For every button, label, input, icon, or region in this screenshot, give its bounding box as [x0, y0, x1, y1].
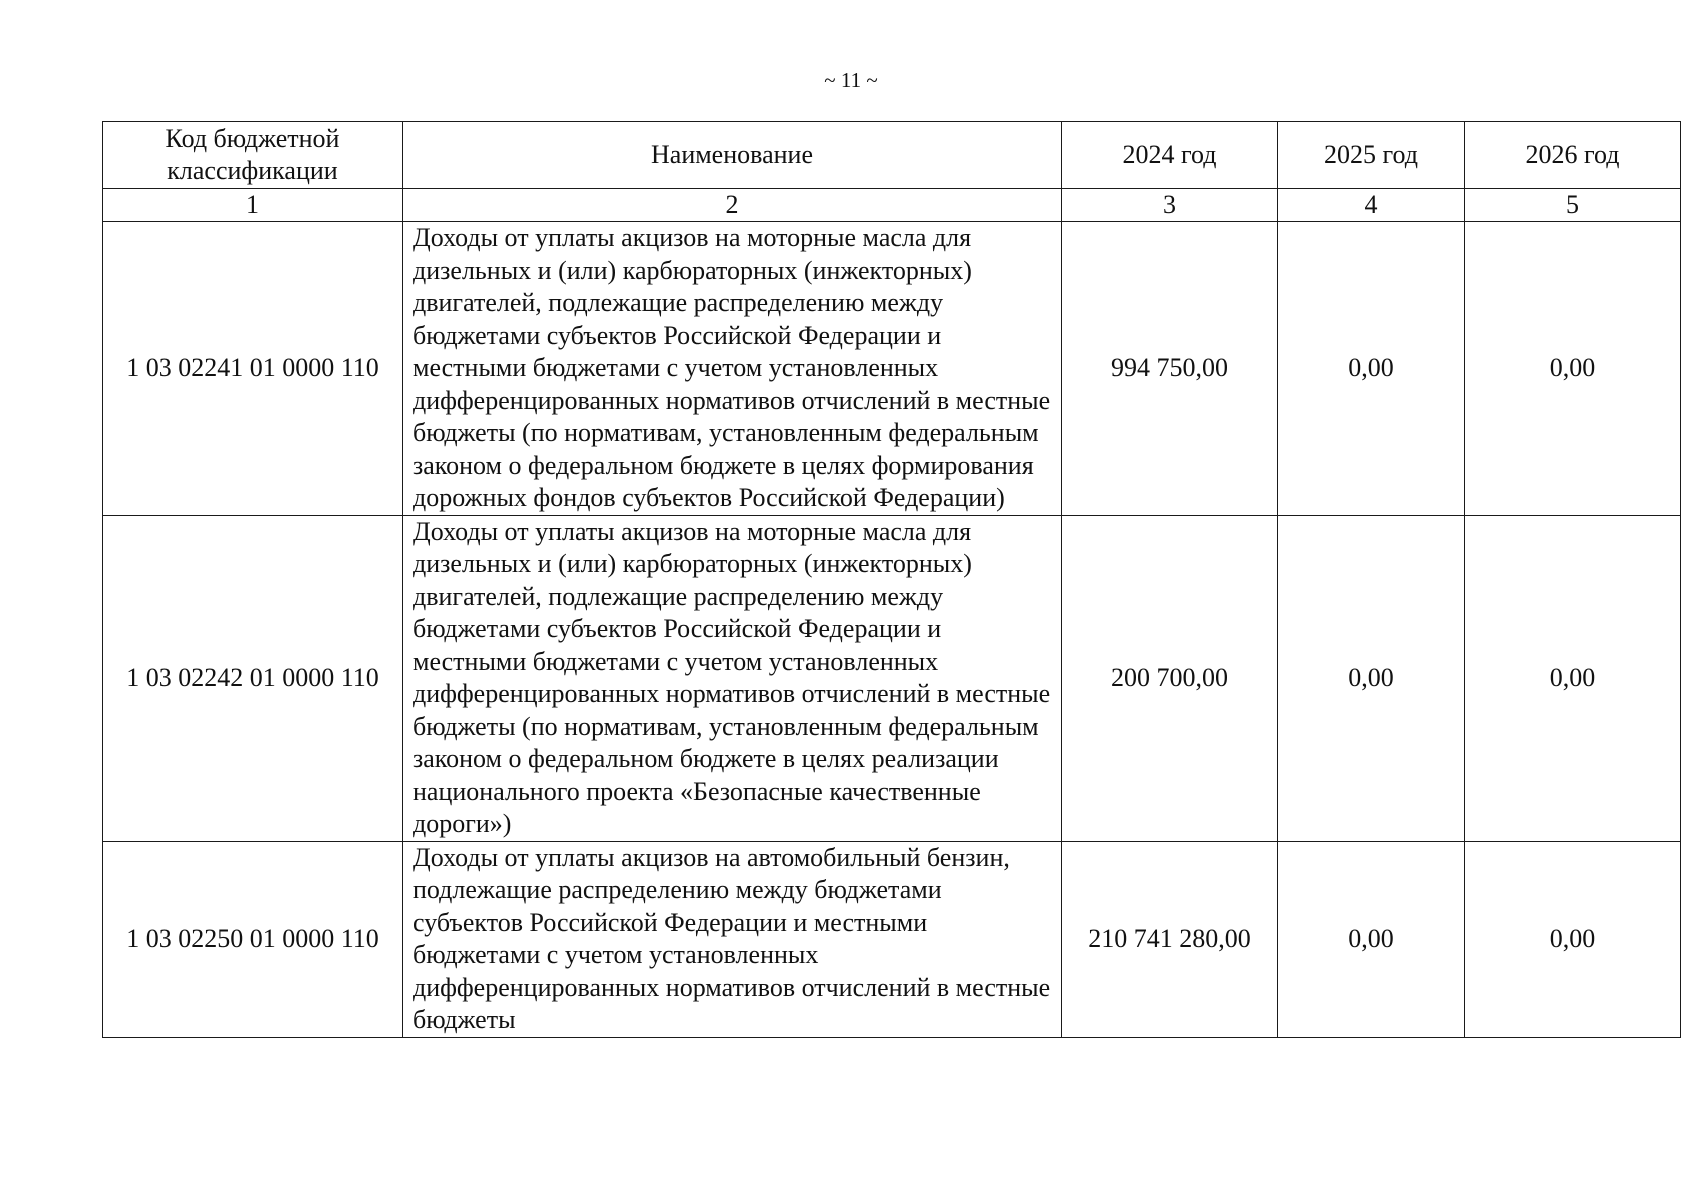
- amount-2026: 0,00: [1465, 222, 1681, 516]
- column-number: 4: [1278, 189, 1465, 222]
- amount-2025: 0,00: [1278, 515, 1465, 841]
- budget-code: 1 03 02250 01 0000 110: [103, 841, 403, 1037]
- budget-code: 1 03 02242 01 0000 110: [103, 515, 403, 841]
- page-number: ~ 11 ~: [824, 68, 878, 92]
- column-number-row: [103, 189, 1681, 222]
- header-name: Наименование: [403, 122, 1062, 189]
- income-name: Доходы от уплаты акцизов на моторные масла для дизельных и (или) карбюраторных (инжекторных) двигателей, подлежащие распределению между бюджетами субъектов Российской Федерации и местными бюджетами с учетом установленных дифференцированных нормативов отчислений в местные бюджеты (по нормативам, установленным федеральным законом о федеральном бюджете в целях формирования дорожных фондов субъектов Российской Федерации): [403, 222, 1062, 516]
- budget-income-table: [102, 121, 1681, 1038]
- column-number: 2: [403, 189, 1062, 222]
- header-year-2025: 2025 год: [1278, 122, 1465, 189]
- income-name: Доходы от уплаты акцизов на моторные масла для дизельных и (или) карбюраторных (инжекторных) двигателей, подлежащие распределению между бюджетами субъектов Российской Федерации и местными бюджетами с учетом установленных дифференцированных нормативов отчислений в местные бюджеты (по нормативам, установленным федеральным законом о федеральном бюджете в целях реализации национального проекта «Безопасные качественные дороги»): [403, 515, 1062, 841]
- table-row: [103, 222, 1681, 516]
- table-row: [103, 841, 1681, 1037]
- amount-2025: 0,00: [1278, 222, 1465, 516]
- header-year-2024: 2024 год: [1062, 122, 1278, 189]
- table-header-row: [103, 122, 1681, 189]
- header-year-2026: 2026 год: [1465, 122, 1681, 189]
- amount-2024: 200 700,00: [1062, 515, 1278, 841]
- amount-2026: 0,00: [1465, 515, 1681, 841]
- table-row: [103, 515, 1681, 841]
- amount-2025: 0,00: [1278, 841, 1465, 1037]
- column-number: 5: [1465, 189, 1681, 222]
- column-number: 1: [103, 189, 403, 222]
- income-name: Доходы от уплаты акцизов на автомобильный бензин, подлежащие распределению между бюджетами субъектов Российской Федерации и местными бюджетами с учетом установленных дифференцированных нормативов отчислений в местные бюджеты: [403, 841, 1062, 1037]
- header-code: Код бюджетной классификации: [103, 122, 403, 189]
- amount-2024: 210 741 280,00: [1062, 841, 1278, 1037]
- budget-code: 1 03 02241 01 0000 110: [103, 222, 403, 516]
- amount-2026: 0,00: [1465, 841, 1681, 1037]
- column-number: 3: [1062, 189, 1278, 222]
- amount-2024: 994 750,00: [1062, 222, 1278, 516]
